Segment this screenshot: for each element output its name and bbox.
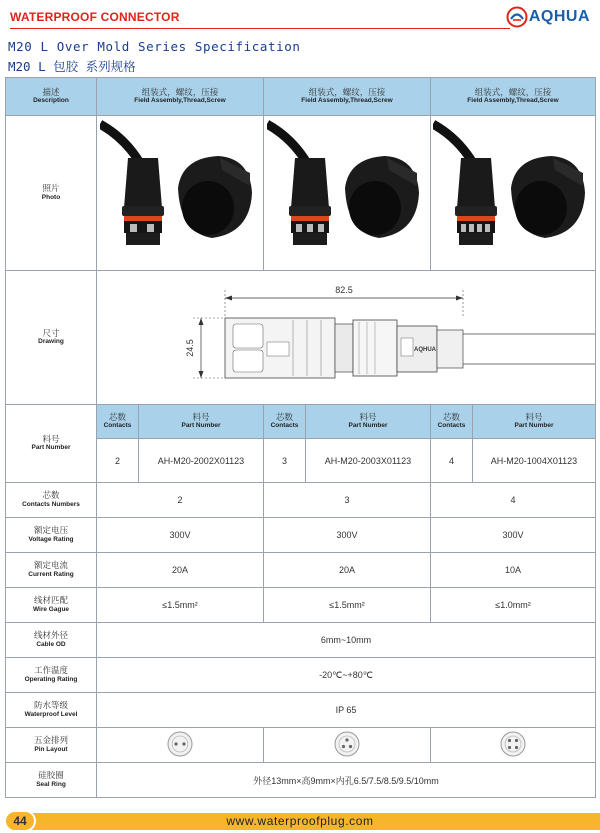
spec-value: ≤1.5mm² (264, 588, 431, 623)
drawing-length-label: 82.5 (335, 284, 353, 295)
page-header (0, 0, 600, 34)
product-photo-2 (264, 116, 431, 271)
spec-value: 3 (264, 483, 431, 518)
spec-label: 芯数 Contacts Numbers (6, 483, 97, 518)
brand-logo (506, 4, 590, 30)
spec-row-seal-ring (6, 763, 596, 798)
drawing-row (6, 271, 596, 405)
page-footer (0, 809, 600, 833)
spec-row-wire (6, 588, 596, 623)
spec-value: 300V (431, 518, 596, 553)
spec-value: ≤1.5mm² (97, 588, 264, 623)
photo-label: 照片 Photo (6, 116, 97, 271)
description-row (6, 78, 596, 116)
spec-value: ≤1.0mm² (431, 588, 596, 623)
pin-layout-icon (499, 730, 527, 758)
spec-table (5, 77, 596, 798)
part-number-value-3: AH-M20-1004X01123 (473, 439, 596, 483)
drawing-height-label: 24.5 (185, 338, 195, 357)
pin-layout-icon (166, 730, 194, 758)
part-number-value-2: AH-M20-2003X01123 (306, 439, 431, 483)
contacts-subheader-2: 芯数 Contacts (264, 405, 306, 439)
spec-label: 工作温度 Operating Rating (6, 658, 97, 693)
spec-value: 300V (97, 518, 264, 553)
spec-value: IP 65 (97, 693, 596, 728)
contacts-value-1: 2 (97, 439, 139, 483)
spec-value: 20A (97, 553, 264, 588)
spec-label: 额定电流 Current Rating (6, 553, 97, 588)
pin-layout-icon (333, 730, 361, 758)
spec-value: 20A (264, 553, 431, 588)
part-number-header-row (6, 405, 596, 439)
brand-logo-icon (506, 6, 528, 28)
spec-row-pin-layout (6, 728, 596, 763)
spec-value: 4 (431, 483, 596, 518)
dimension-drawing (97, 271, 596, 405)
website-link[interactable]: www.waterproofplug.com (226, 814, 374, 828)
section-title: WATERPROOF CONNECTOR (10, 10, 180, 24)
spec-row-contacts (6, 483, 596, 518)
column-header-1: 组装式，螺纹，压接 Field Assembly,Thread,Screw (97, 78, 264, 116)
spec-label: 额定电压 Voltage Rating (6, 518, 97, 553)
pin-layout-3 (431, 728, 596, 763)
part-number-subheader-3: 料号 Part Number (473, 405, 596, 439)
part-number-label: 料号 Part Number (6, 405, 97, 483)
column-header-3: 组装式，螺纹，压接 Field Assembly,Thread,Screw (431, 78, 596, 116)
photo-row (6, 116, 596, 271)
spec-label: 防水等级 Waterproof Level (6, 693, 97, 728)
contacts-subheader-3: 芯数 Contacts (431, 405, 473, 439)
contacts-value-2: 3 (264, 439, 306, 483)
spec-row-operating (6, 658, 596, 693)
header-rule (10, 28, 510, 29)
spec-row-cable-od (6, 623, 596, 658)
product-photo-1 (97, 116, 264, 271)
spec-value: 外径13mm×高9mm×内孔6.5/7.5/8.5/9.5/10mm (97, 763, 596, 798)
spec-value: 6mm~10mm (97, 623, 596, 658)
connector-photo-icon (433, 118, 593, 268)
product-photo-3 (431, 116, 596, 271)
spec-label: 硅胶圈 Seal Ring (6, 763, 97, 798)
column-header-2: 组装式，螺纹，压接 Field Assembly,Thread,Screw (264, 78, 431, 116)
page-title-cn: M20 L 包胶 系列规格 (8, 59, 136, 74)
description-label: 描述 Description (6, 78, 97, 116)
page-number: 44 (4, 810, 36, 832)
part-number-value-1: AH-M20-2002X01123 (139, 439, 264, 483)
connector-photo-icon (100, 118, 260, 268)
drawing-brand-mark: AQHUA (414, 346, 436, 353)
spec-row-waterproof (6, 693, 596, 728)
spec-value: -20℃~+80℃ (97, 658, 596, 693)
drawing-label: 尺寸 Drawing (6, 271, 97, 405)
page-title: M20 L Over Mold Series Specification (8, 39, 301, 54)
spec-label: 线材匹配 Wire Gague (6, 588, 97, 623)
spec-value: 300V (264, 518, 431, 553)
spec-row-voltage (6, 518, 596, 553)
spec-label: 线材外径 Cable OD (6, 623, 97, 658)
spec-value: 10A (431, 553, 596, 588)
spec-row-current (6, 553, 596, 588)
dimension-drawing-svg (97, 272, 595, 404)
pin-layout-2 (264, 728, 431, 763)
connector-photo-icon (267, 118, 427, 268)
contacts-value-3: 4 (431, 439, 473, 483)
part-number-subheader-2: 料号 Part Number (306, 405, 431, 439)
spec-value: 2 (97, 483, 264, 518)
brand-logo-text: AQHUA (528, 8, 590, 25)
part-number-subheader-1: 料号 Part Number (139, 405, 264, 439)
pin-layout-1 (97, 728, 264, 763)
spec-label: 五金排列 Pin Layout (6, 728, 97, 763)
contacts-subheader-1: 芯数 Contacts (97, 405, 139, 439)
